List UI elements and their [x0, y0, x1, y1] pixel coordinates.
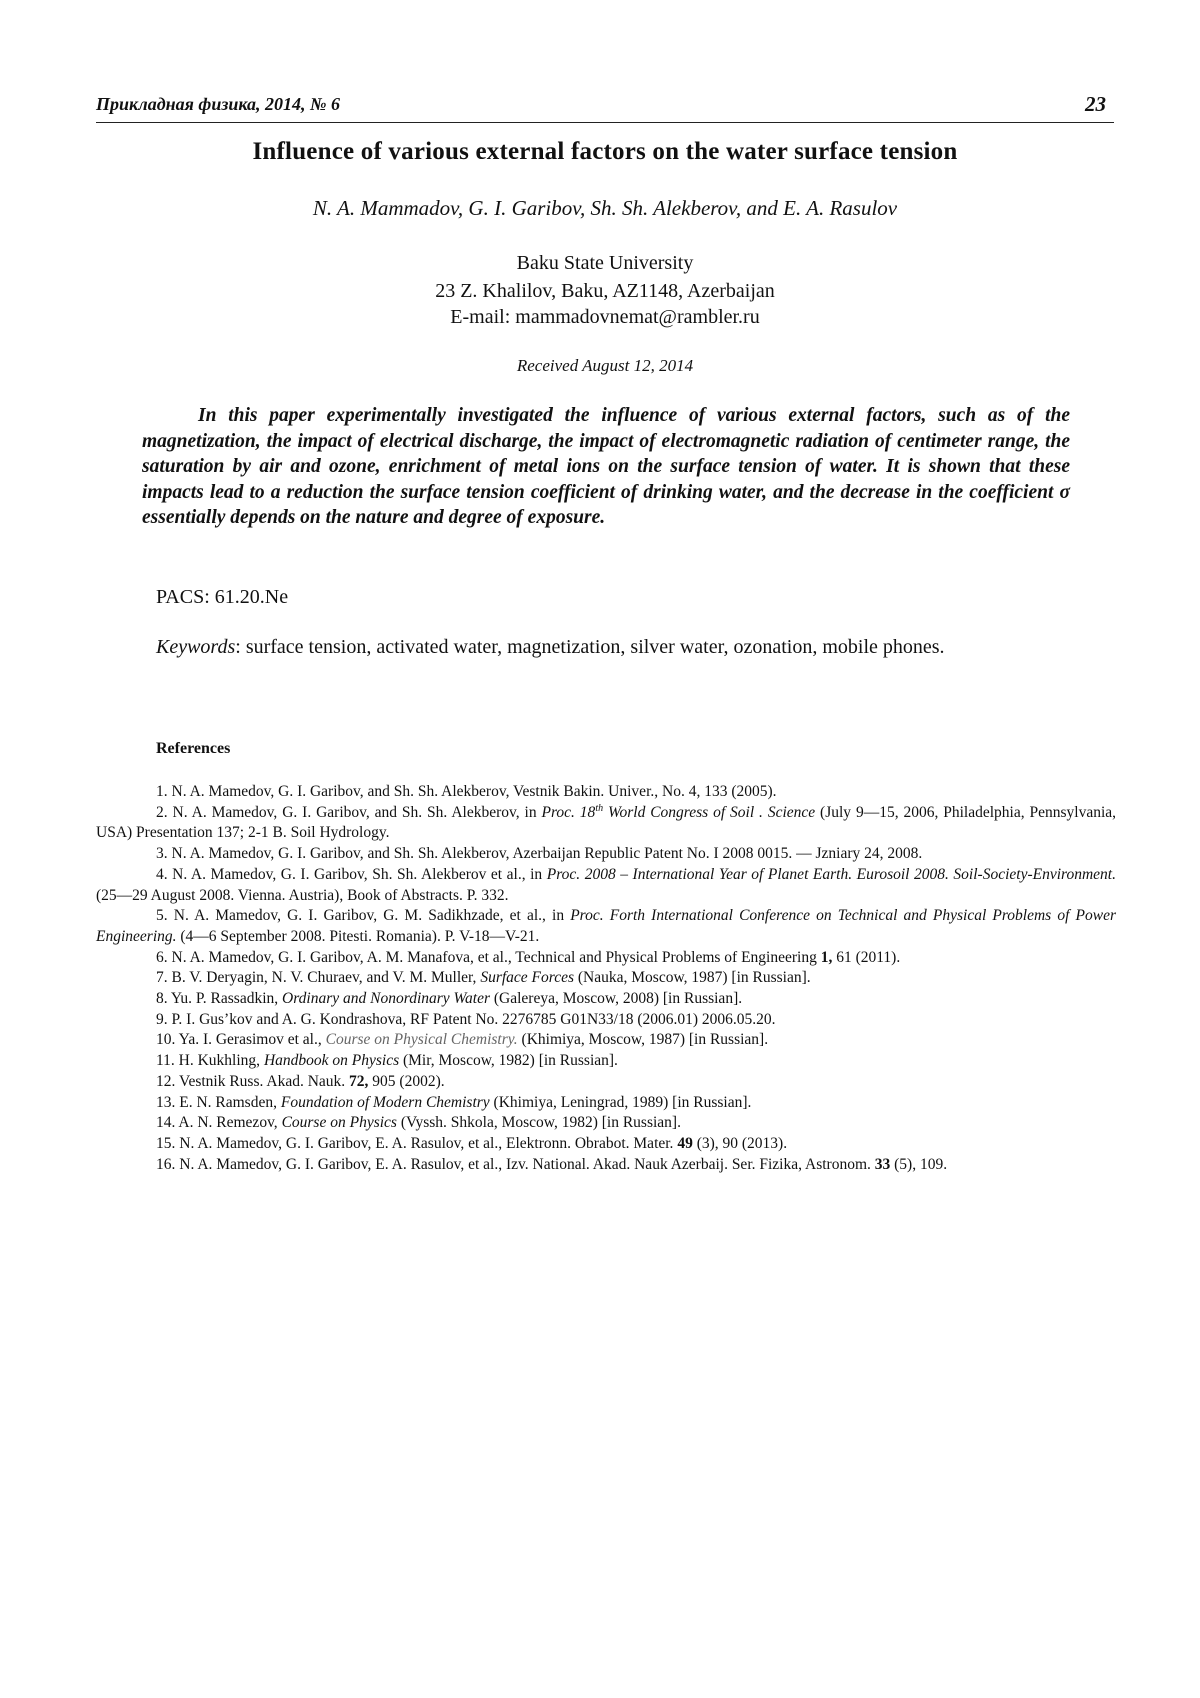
reference-item: 1. N. A. Mamedov, G. I. Garibov, and Sh. Sh. Alekberov, Vestnik Bakin. Univer., No. 4, 133 (2005). — [156, 783, 777, 800]
reference-item: 4. N. A. Mamedov, G. I. Garibov, Sh. Sh. Alekberov et al., in Proc. 2008 – International Year of Planet Earth. Eurosoil 2008. Soil-Society-Environment. (25—29 August 2008. Vienna. Austria), Book of Abstracts. P. 332. — [96, 865, 1116, 904]
pacs-code: PACS: 61.20.Ne — [156, 586, 289, 608]
keywords — [156, 636, 945, 659]
affiliation-institution: Baku State University — [516, 252, 694, 274]
reference-item: 9. P. I. Gus’kov and A. G. Kondrashova, RF Patent No. 2276785 G01N33/18 (2006.01) 2006.05.20. — [156, 1010, 776, 1028]
received-date: Received August 12, 2014 — [516, 356, 694, 375]
reference-item: 13. E. N. Ramsden, Foundation of Modern Chemistry (Khimiya, Leningrad, 1989) [in Russian]. — [156, 1093, 752, 1111]
affiliation-email: E-mail: mammadovnemat@rambler.ru — [450, 306, 760, 328]
references-heading: References — [156, 740, 231, 757]
keywords-list: : surface tension, activated water, magnetization, silver water, ozonation, mobile phones. — [235, 636, 945, 658]
reference-item: 16. N. A. Mamedov, G. I. Garibov, E. A. Rasulov, et al., Izv. National. Akad. Nauk Azerbaij. Ser. Fizika, Astronom. 33 (5), 109. — [156, 1155, 948, 1173]
reference-item: 11. H. Kukhling, Handbook on Physics (Mir, Moscow, 1982) [in Russian]. — [156, 1052, 618, 1070]
article-authors: N. A. Mammadov, G. I. Garibov, Sh. Sh. Alekberov, and E. A. Rasulov — [312, 196, 898, 220]
references-list — [96, 782, 1116, 1175]
reference-item: 2. N. A. Mamedov, G. I. Garibov, and Sh. Sh. Alekberov, in Proc. 18th World Congress of Soil . Science (July 9—15, 2006, Philadelphia, Pennsylvania, USA) Presentation 137; 2-1 B. Soil Hydrology. — [96, 802, 1117, 842]
reference-item: 3. N. A. Mamedov, G. I. Garibov, and Sh. Sh. Alekberov, Azerbaijan Republic Patent No. I 2008 0015. — Jzniary 24, 2008. — [156, 845, 923, 863]
reference-item: 15. N. A. Mamedov, G. I. Garibov, E. A. Rasulov, et al., Elektronn. Obrabot. Mater. 49 (3), 90 (2013). — [156, 1134, 788, 1152]
abstract: In this paper experimentally investigated the influence of various external factors, such as of the magnetization, the impact of electrical discharge, the impact of electromagnetic radiation of centimeter range, the saturation by air and ozone, enrichment of metal ions on the surface tension of water. It is shown that these impacts lead to a reduction the surface tension coefficient of drinking water, and the decrease in the coefficient σ essentially depends on the nature and degree of exposure. — [142, 405, 1070, 528]
article-title: Influence of various external factors on the water surface tension — [252, 138, 958, 165]
reference-item: 5. N. A. Mamedov, G. I. Garibov, G. M. Sadikhzade, et al., in Proc. Forth International Conference on Technical and Physical Problems of Power Engineering. (4—6 September 2008. Pitesti. Romania). P. V-18—V-21. — [96, 907, 1116, 945]
reference-item: 14. A. N. Remezov, Course on Physics (Vyssh. Shkola, Moscow, 1982) [in Russian]. — [156, 1114, 681, 1132]
keywords-label: Keywords — [156, 636, 236, 658]
reference-item: 7. B. V. Deryagin, N. V. Churaev, and V. M. Muller, Surface Forces (Nauka, Moscow, 1987) [in Russian]. — [156, 969, 811, 987]
running-header — [96, 90, 1114, 123]
affiliation-address: 23 Z. Khalilov, Baku, AZ1148, Azerbaijan — [435, 280, 775, 302]
reference-item: 10. Ya. I. Gerasimov et al., Course on Physical Chemistry. (Khimiya, Moscow, 1987) [in Russian]. — [156, 1031, 769, 1049]
reference-item: 12. Vestnik Russ. Akad. Nauk. 72, 905 (2002). — [156, 1072, 445, 1090]
reference-item: 6. N. A. Mamedov, G. I. Garibov, A. M. Manafova, et al., Technical and Physical Problems of Engineering 1, 61 (2011). — [156, 948, 901, 966]
journal-name: Прикладная физика, 2014, № 6 — [96, 94, 341, 114]
page-number: 23 — [1085, 92, 1106, 116]
reference-item: 8. Yu. P. Rassadkin, Ordinary and Nonordinary Water (Galereya, Moscow, 2008) [in Russian]. — [156, 990, 743, 1008]
